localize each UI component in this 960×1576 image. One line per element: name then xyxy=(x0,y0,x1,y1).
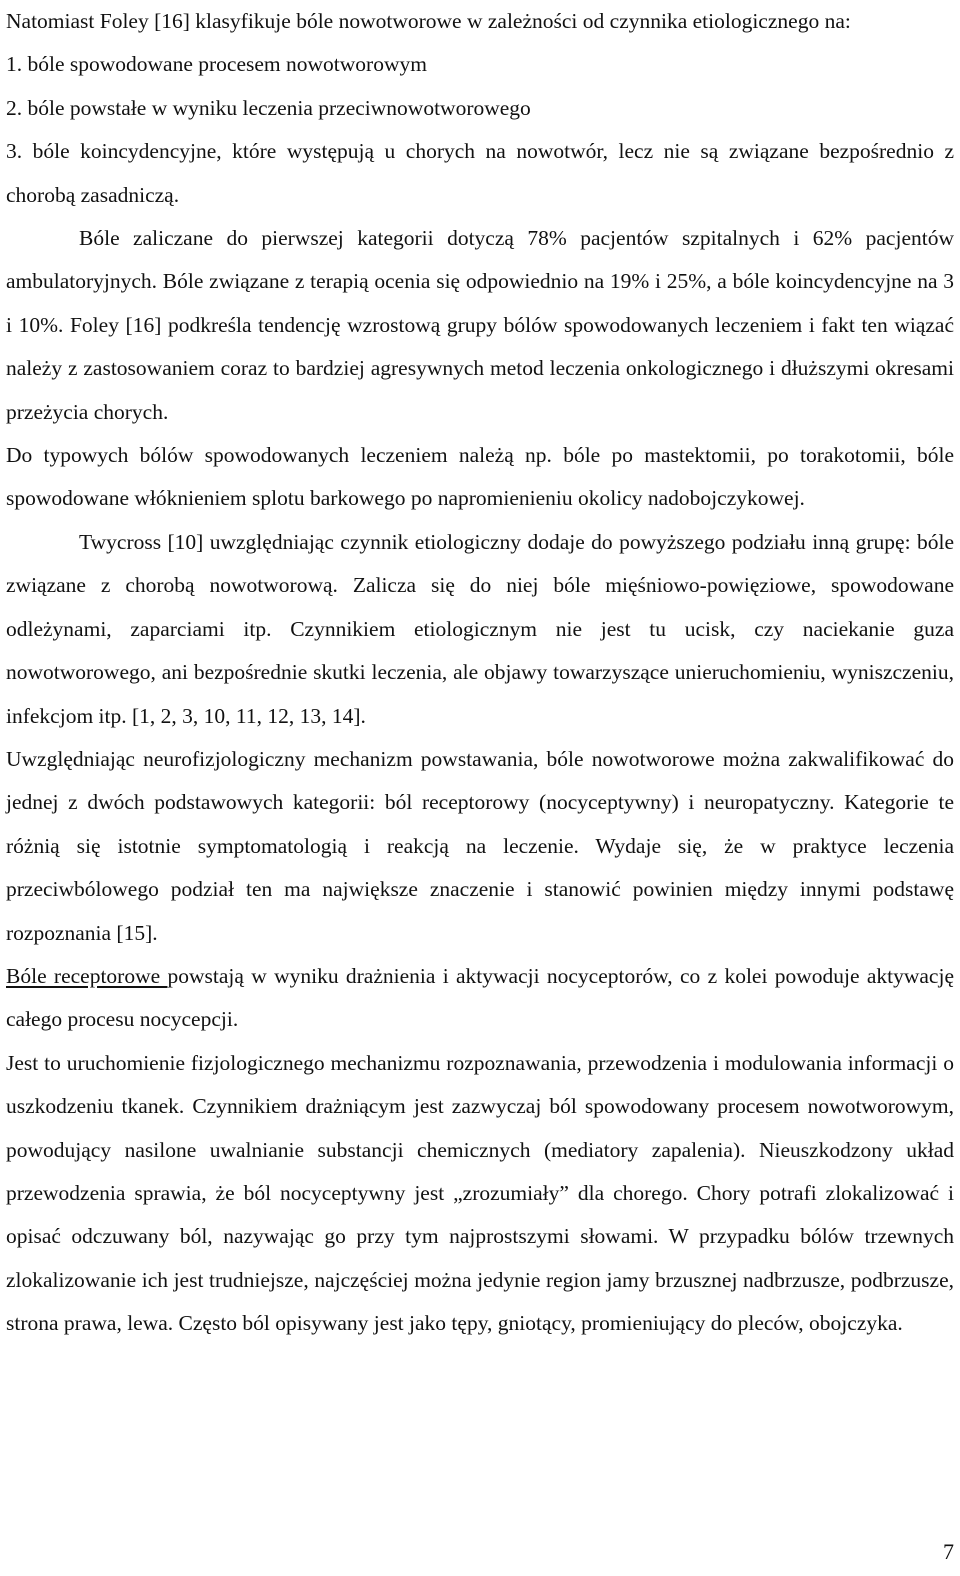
paragraph-nociception: Jest to uruchomienie fizjologicznego mechanizmu rozpoznawania, przewodzenia i modulowania informacji o uszkodzeniu tkanek. Czynnikiem drażniącym jest zazwyczaj ból spowodowany procesem nowotworowym, powodujący nasilone uwalnianie substancji chemicznych (mediatory zapalenia). Nieuszkodzony układ przewodzenia sprawia, że ból nocyceptywny jest „zrozumiały” dla chorego. Chory potrafi zlokalizować i opisać odczuwany ból, nazywając go przy tym najprostszymi słowami. W przypadku bólów trzewnych zlokalizowanie ich jest trudniejsze, najczęściej można jedynie region jamy brzusznej nadbrzusze, podbrzusze, strona prawa, lewa. Często ból opisywany jest jako tępy, gniotący, promieniujący do pleców, obojczyka. xyxy=(6,1050,954,1336)
list-item: 1. bóle spowodowane procesem nowotworowym xyxy=(6,52,427,77)
paragraph-prevalence: Bóle zaliczane do pierwszej kategorii dotyczą 78% pacjentów szpitalnych i 62% pacjentów ambulatoryjnych. Bóle związane z terapią ocenia się odpowiednio na 19% i 25%, a bóle koincydencyjne na 3 i 10%. Foley [16] podkreśla tendencję wzrostową grupy bólów spowodowanych leczeniem i fakt ten wiązać należy z zastosowaniem coraz to bardziej agresywnych metod leczenia onkologicznego i dłuższymi okresami przeżycia chorych. xyxy=(6,226,954,424)
paragraph-text: powstają w wyniku drażnienia i aktywacji nocyceptorów, co z kolei powoduje aktywację całego procesu nocycepcji. xyxy=(6,963,954,1032)
page-number: 7 xyxy=(943,1539,954,1564)
underlined-term: Bóle receptorowe xyxy=(6,963,168,988)
intro-paragraph: Natomiast Foley [16] klasyfikuje bóle nowotworowe w zależności od czynnika etiologicznego na: xyxy=(6,9,851,33)
document-page xyxy=(6,0,954,1346)
list-item: 2. bóle powstałe w wyniku leczenia przeciwnowotworowego xyxy=(6,95,531,120)
list-item: 3. bóle koincydencyjne, które występują u chorych na nowotwór, lecz nie są związane bezpośrednio z chorobą zasadniczą. xyxy=(6,139,954,207)
paragraph-treatment-pain: Do typowych bólów spowodowanych leczeniem należą np. bóle po mastektomii, po torakotomii, bóle spowodowane włóknieniem splotu barkowego po napromienieniu okolicy nadobojczykowej. xyxy=(6,443,954,511)
paragraph-twycross: Twycross [10] uwzględniając czynnik etiologiczny dodaje do powyższego podziału inną grupę: bóle związane z chorobą nowotworową. Zalicza się do niej bóle mięśniowo-powięziowe, spowodowane odleżynami, zaparciami itp. Czynnikiem etiologicznym nie jest tu ucisk, czy naciekanie guza nowotworowego, ani bezpośrednie skutki leczenia, ale objawy towarzyszące unieruchomieniu, wyniszczeniu, infekcjom itp. [1, 2, 3, 10, 11, 12, 13, 14]. xyxy=(6,529,954,728)
paragraph-neurophysiology: Uwzględniając neurofizjologiczny mechanizm powstawania, bóle nowotworowe można zakwalifikować do jednej z dwóch podstawowych kategorii: ból receptorowy (nocyceptywny) i neuropatyczny. Kategorie te różnią się istotnie symptomatologią i reakcją na leczenie. Wydaje się, że w praktyce leczenia przeciwbólowego podział ten ma największe znaczenie i stanowić powinien między innymi podstawę rozpoznania [15]. xyxy=(6,746,954,945)
paragraph-receptor-pain xyxy=(6,955,954,1042)
